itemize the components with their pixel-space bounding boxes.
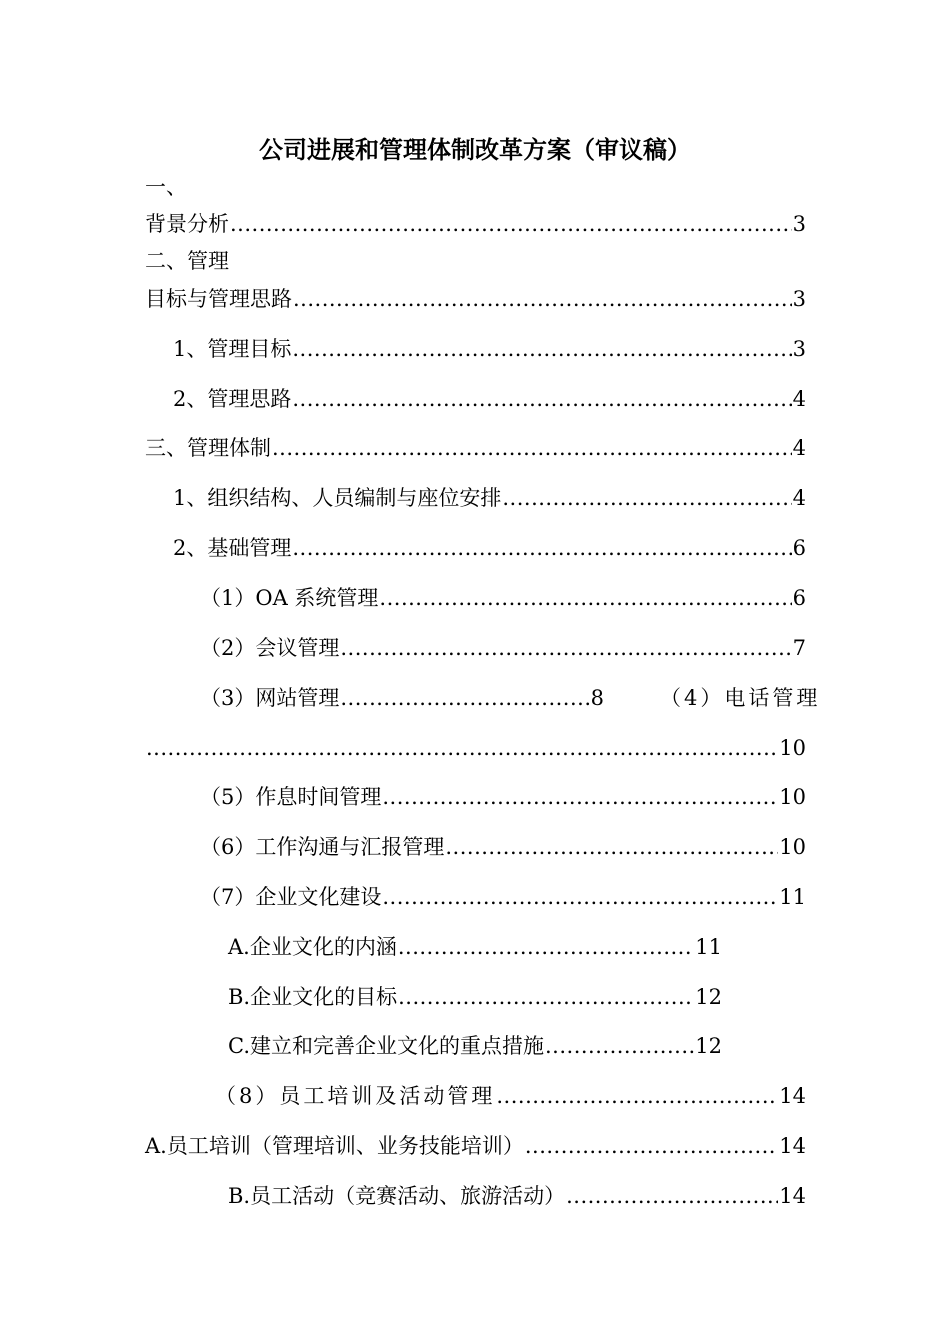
toc-entry-oa-system[interactable] (200, 583, 806, 613)
toc-entry-website-mgmt[interactable] (200, 683, 604, 713)
toc-leader (398, 932, 694, 962)
toc-page-number: 4 (792, 486, 806, 510)
toc-entry-meeting-mgmt[interactable] (200, 633, 806, 663)
toc-entry-communication-mgmt[interactable] (200, 832, 806, 862)
toc-page-number: 4 (792, 436, 806, 460)
toc-page-number: 10 (779, 835, 806, 859)
toc-leader (496, 1081, 778, 1111)
toc-entry-label: （6）工作沟通与汇报管理 (200, 835, 445, 859)
toc-page-number: 14 (779, 1134, 806, 1158)
toc-entry-label: （8）员工培训及活动管理 (215, 1084, 496, 1108)
toc-page-number: 14 (779, 1084, 806, 1108)
toc-page-number: 10 (779, 736, 806, 760)
toc-entry-basic-mgmt[interactable] (173, 533, 806, 563)
toc-entry-label: （1）OA 系统管理 (200, 586, 379, 610)
toc-leader (340, 683, 589, 713)
toc-entry-training-activities[interactable] (215, 1081, 806, 1111)
toc-entry-label: A.企业文化的内涵 (228, 935, 397, 959)
toc-entry-culture-goals[interactable] (228, 982, 722, 1012)
toc-leader (340, 633, 791, 663)
toc-page-number: 12 (695, 985, 722, 1009)
toc-leader (230, 209, 792, 239)
toc-leader (293, 284, 792, 314)
toc-entry-employee-activities[interactable] (228, 1181, 806, 1211)
toc-leader (566, 1181, 778, 1211)
toc-entry-schedule-mgmt[interactable] (200, 782, 806, 812)
toc-entry-mgmt-goals[interactable] (173, 334, 806, 364)
toc-entry-phone-mgmt-label[interactable]: （4）电话管理 (660, 686, 821, 710)
toc-page-number: 8 (590, 686, 604, 710)
toc-entry-label: （2）会议管理 (200, 636, 340, 660)
toc-entry-label: 2、管理思路 (173, 387, 292, 411)
toc-entry-label: 2、基础管理 (173, 536, 292, 560)
toc-leader (382, 782, 778, 812)
toc-prefix-1: 一、 (145, 175, 187, 199)
toc-entry-label: A.员工培训（管理培训、业务技能培训） (145, 1134, 524, 1158)
toc-leader (525, 1131, 778, 1161)
toc-leader (272, 433, 792, 463)
toc-page-number: 3 (792, 287, 806, 311)
toc-entry-mgmt-system[interactable] (145, 433, 806, 463)
toc-page-number: 3 (792, 337, 806, 361)
toc-leader (379, 583, 791, 613)
toc-leader (292, 384, 791, 414)
toc-entry-label: （7）企业文化建设 (200, 885, 382, 909)
toc-entry-label: 三、管理体制 (145, 436, 271, 460)
toc-leader (445, 832, 778, 862)
toc-entry-background[interactable] (145, 209, 806, 239)
toc-page-number: 11 (779, 885, 806, 909)
toc-entry-culture-meaning[interactable] (228, 932, 722, 962)
toc-prefix-2: 二、管理 (145, 249, 229, 273)
toc-leader (502, 483, 791, 513)
toc-page-number: 14 (779, 1184, 806, 1208)
toc-entry-employee-training[interactable] (145, 1131, 806, 1161)
toc-page-number: 11 (695, 935, 722, 959)
toc-entry-label: B.企业文化的目标 (228, 985, 398, 1009)
toc-entry-culture-building[interactable] (200, 882, 806, 912)
toc-entry-mgmt-approach[interactable] (173, 384, 806, 414)
toc-entry-label: C.建立和完善企业文化的重点措施 (228, 1034, 544, 1058)
toc-entry-label: 1、组织结构、人员编制与座位安排 (173, 486, 502, 510)
toc-page-number: 10 (779, 785, 806, 809)
toc-entry-label: （5）作息时间管理 (200, 785, 382, 809)
toc-page-number: 3 (792, 212, 806, 236)
toc-leader (292, 334, 791, 364)
toc-entry-label: B.员工活动（竞赛活动、旅游活动） (228, 1184, 566, 1208)
toc-leader (398, 982, 694, 1012)
toc-entry-org-structure[interactable] (173, 483, 806, 513)
toc-entry-culture-measures[interactable] (228, 1031, 722, 1061)
toc-entry-goals-approach[interactable] (145, 284, 806, 314)
toc-entry-label: 背景分析 (145, 212, 229, 236)
toc-page-number: 12 (695, 1034, 722, 1058)
toc-leader (146, 733, 778, 763)
document-title: 公司进展和管理体制改革方案（审议稿） (259, 135, 691, 164)
toc-entry-phone-mgmt[interactable] (145, 733, 806, 763)
toc-leader (292, 533, 791, 563)
toc-leader (382, 882, 778, 912)
toc-page-number: 6 (792, 536, 806, 560)
toc-page-number: 4 (792, 387, 806, 411)
toc-entry-label: （3）网站管理 (200, 686, 340, 710)
toc-entry-label: 目标与管理思路 (145, 287, 292, 311)
toc-page-number: 7 (792, 636, 806, 660)
toc-entry-label: 1、管理目标 (173, 337, 292, 361)
toc-page-number: 6 (792, 586, 806, 610)
toc-leader (545, 1031, 694, 1061)
